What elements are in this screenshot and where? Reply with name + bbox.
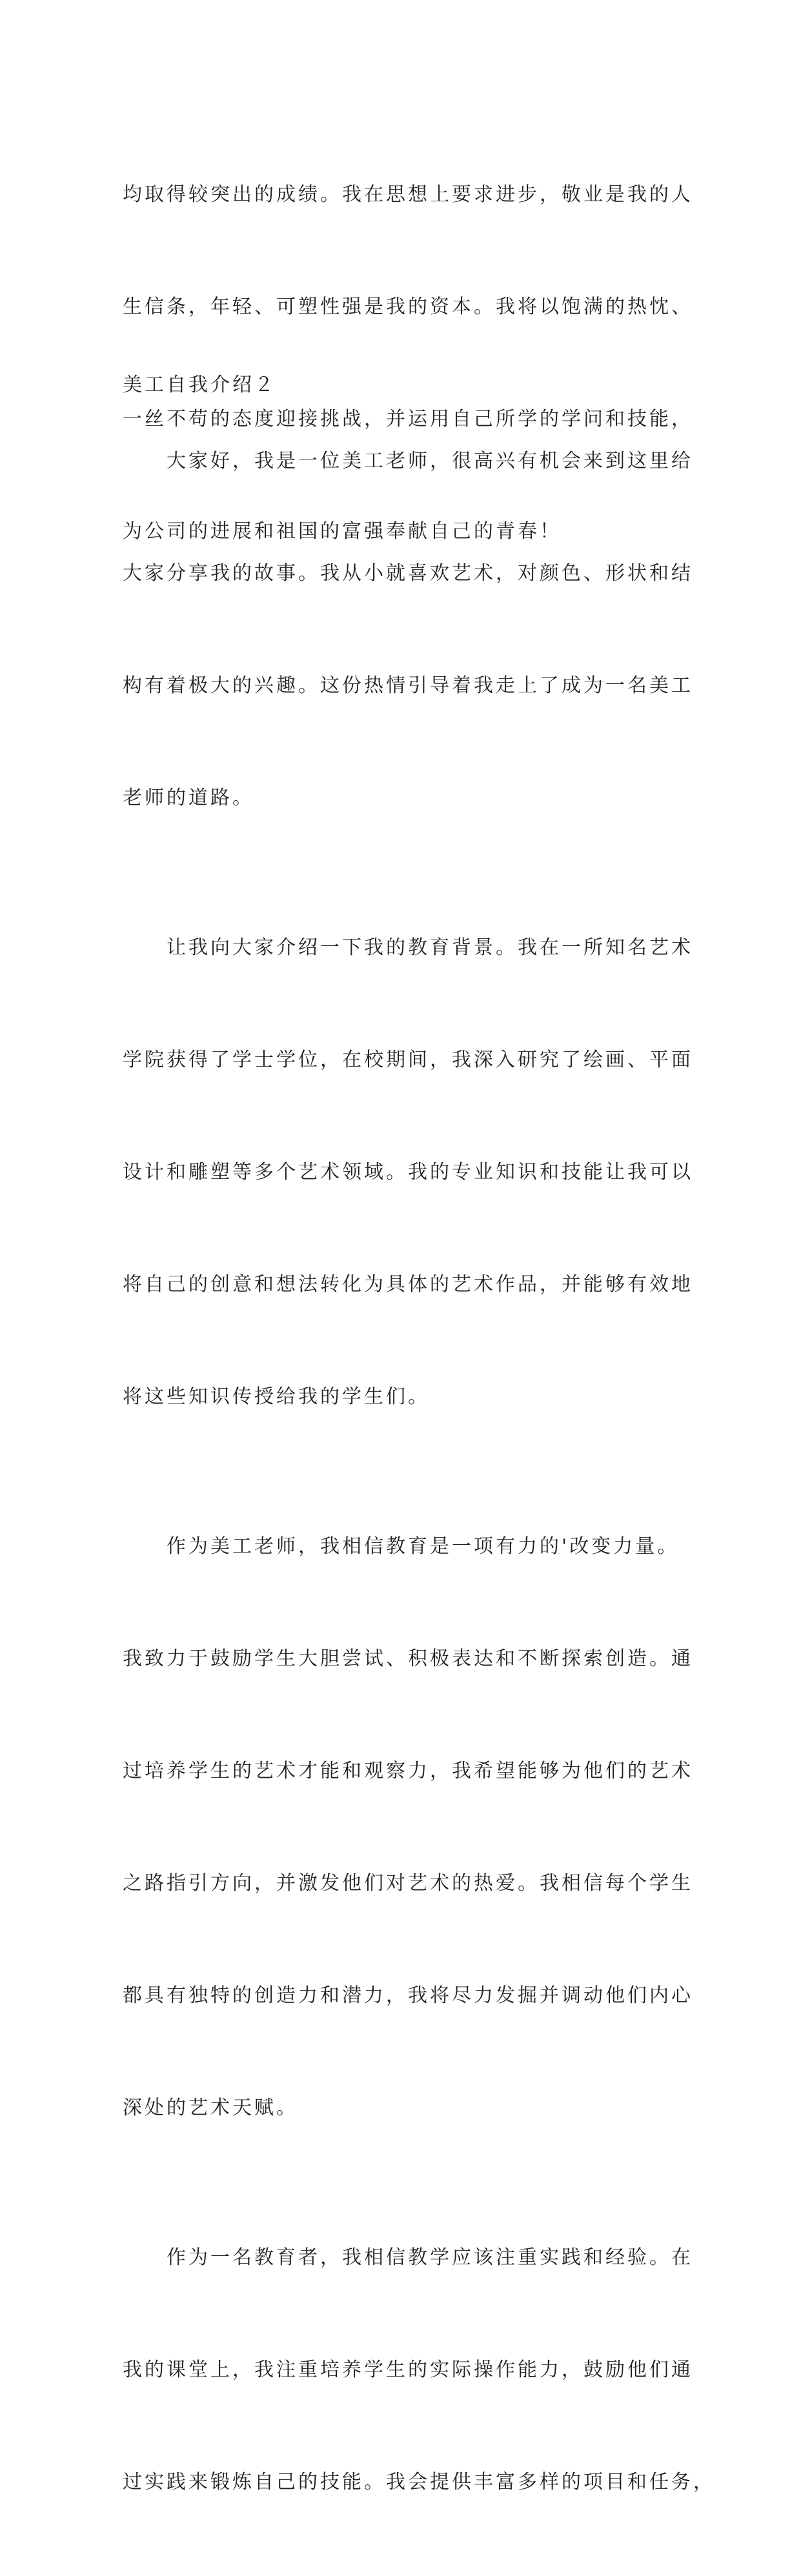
text-line: 设计和雕塑等多个艺术领域。我的专业知识和技能让我可以	[123, 1161, 693, 1183]
text-line: 将这些知识传授给我的学生们。	[123, 1385, 430, 1408]
text-line: 为公司的进展和祖国的富强奉献自己的青春！	[123, 520, 562, 543]
text-line: 大家好，我是一位美工老师，很高兴有机会来到这里给	[167, 450, 693, 472]
text-line: 生信条，年轻、可塑性强是我的资本。我将以饱满的热忱、	[123, 296, 693, 318]
text-line: 我的课堂上，我注重培养学生的实际操作能力，鼓励他们通	[123, 2359, 693, 2381]
text-line: 均取得较突出的成绩。我在思想上要求进步，敬业是我的人	[123, 183, 693, 206]
text-line: 作为美工老师，我相信教育是一项有力的'改变力量。	[167, 1535, 680, 1558]
text-line: 让我向大家介绍一下我的教育背景。我在一所知名艺术	[167, 936, 693, 959]
text-line: 大家分享我的故事。我从小就喜欢艺术，对颜色、形状和结	[123, 562, 693, 585]
text-line: 将自己的创意和想法转化为具体的艺术作品，并能够有效地	[123, 1273, 693, 1296]
text-line: 都具有独特的创造力和潜力，我将尽力发掘并调动他们内心	[123, 1984, 693, 2007]
text-line: 作为一名教育者，我相信教学应该注重实践和经验。在	[167, 2246, 693, 2269]
text-line: 过培养学生的艺术才能和观察力，我希望能够为他们的艺术	[123, 1760, 693, 1782]
text-line: 我致力于鼓励学生大胆尝试、积极表达和不断探索创造。通	[123, 1647, 693, 1670]
text-line: 学院获得了学士学位，在校期间，我深入研究了绘画、平面	[123, 1049, 693, 1071]
text-line: 深处的艺术天赋。	[123, 2097, 298, 2119]
text-line: 一丝不苟的态度迎接挑战，并运用自己所学的学问和技能，	[123, 408, 693, 430]
section-body	[123, 330, 715, 2576]
text-line: 之路指引方向，并激发他们对艺术的热爱。我相信每个学生	[123, 1872, 693, 1895]
text-line: 构有着极大的兴趣。这份热情引导着我走上了成为一名美工	[123, 674, 693, 697]
text-line: 老师的道路。	[123, 787, 254, 809]
text-line: 过实践来锻炼自己的技能。我会提供丰富多样的项目和任务，	[123, 2471, 715, 2493]
section-title: 美工自我介绍２	[123, 374, 276, 396]
